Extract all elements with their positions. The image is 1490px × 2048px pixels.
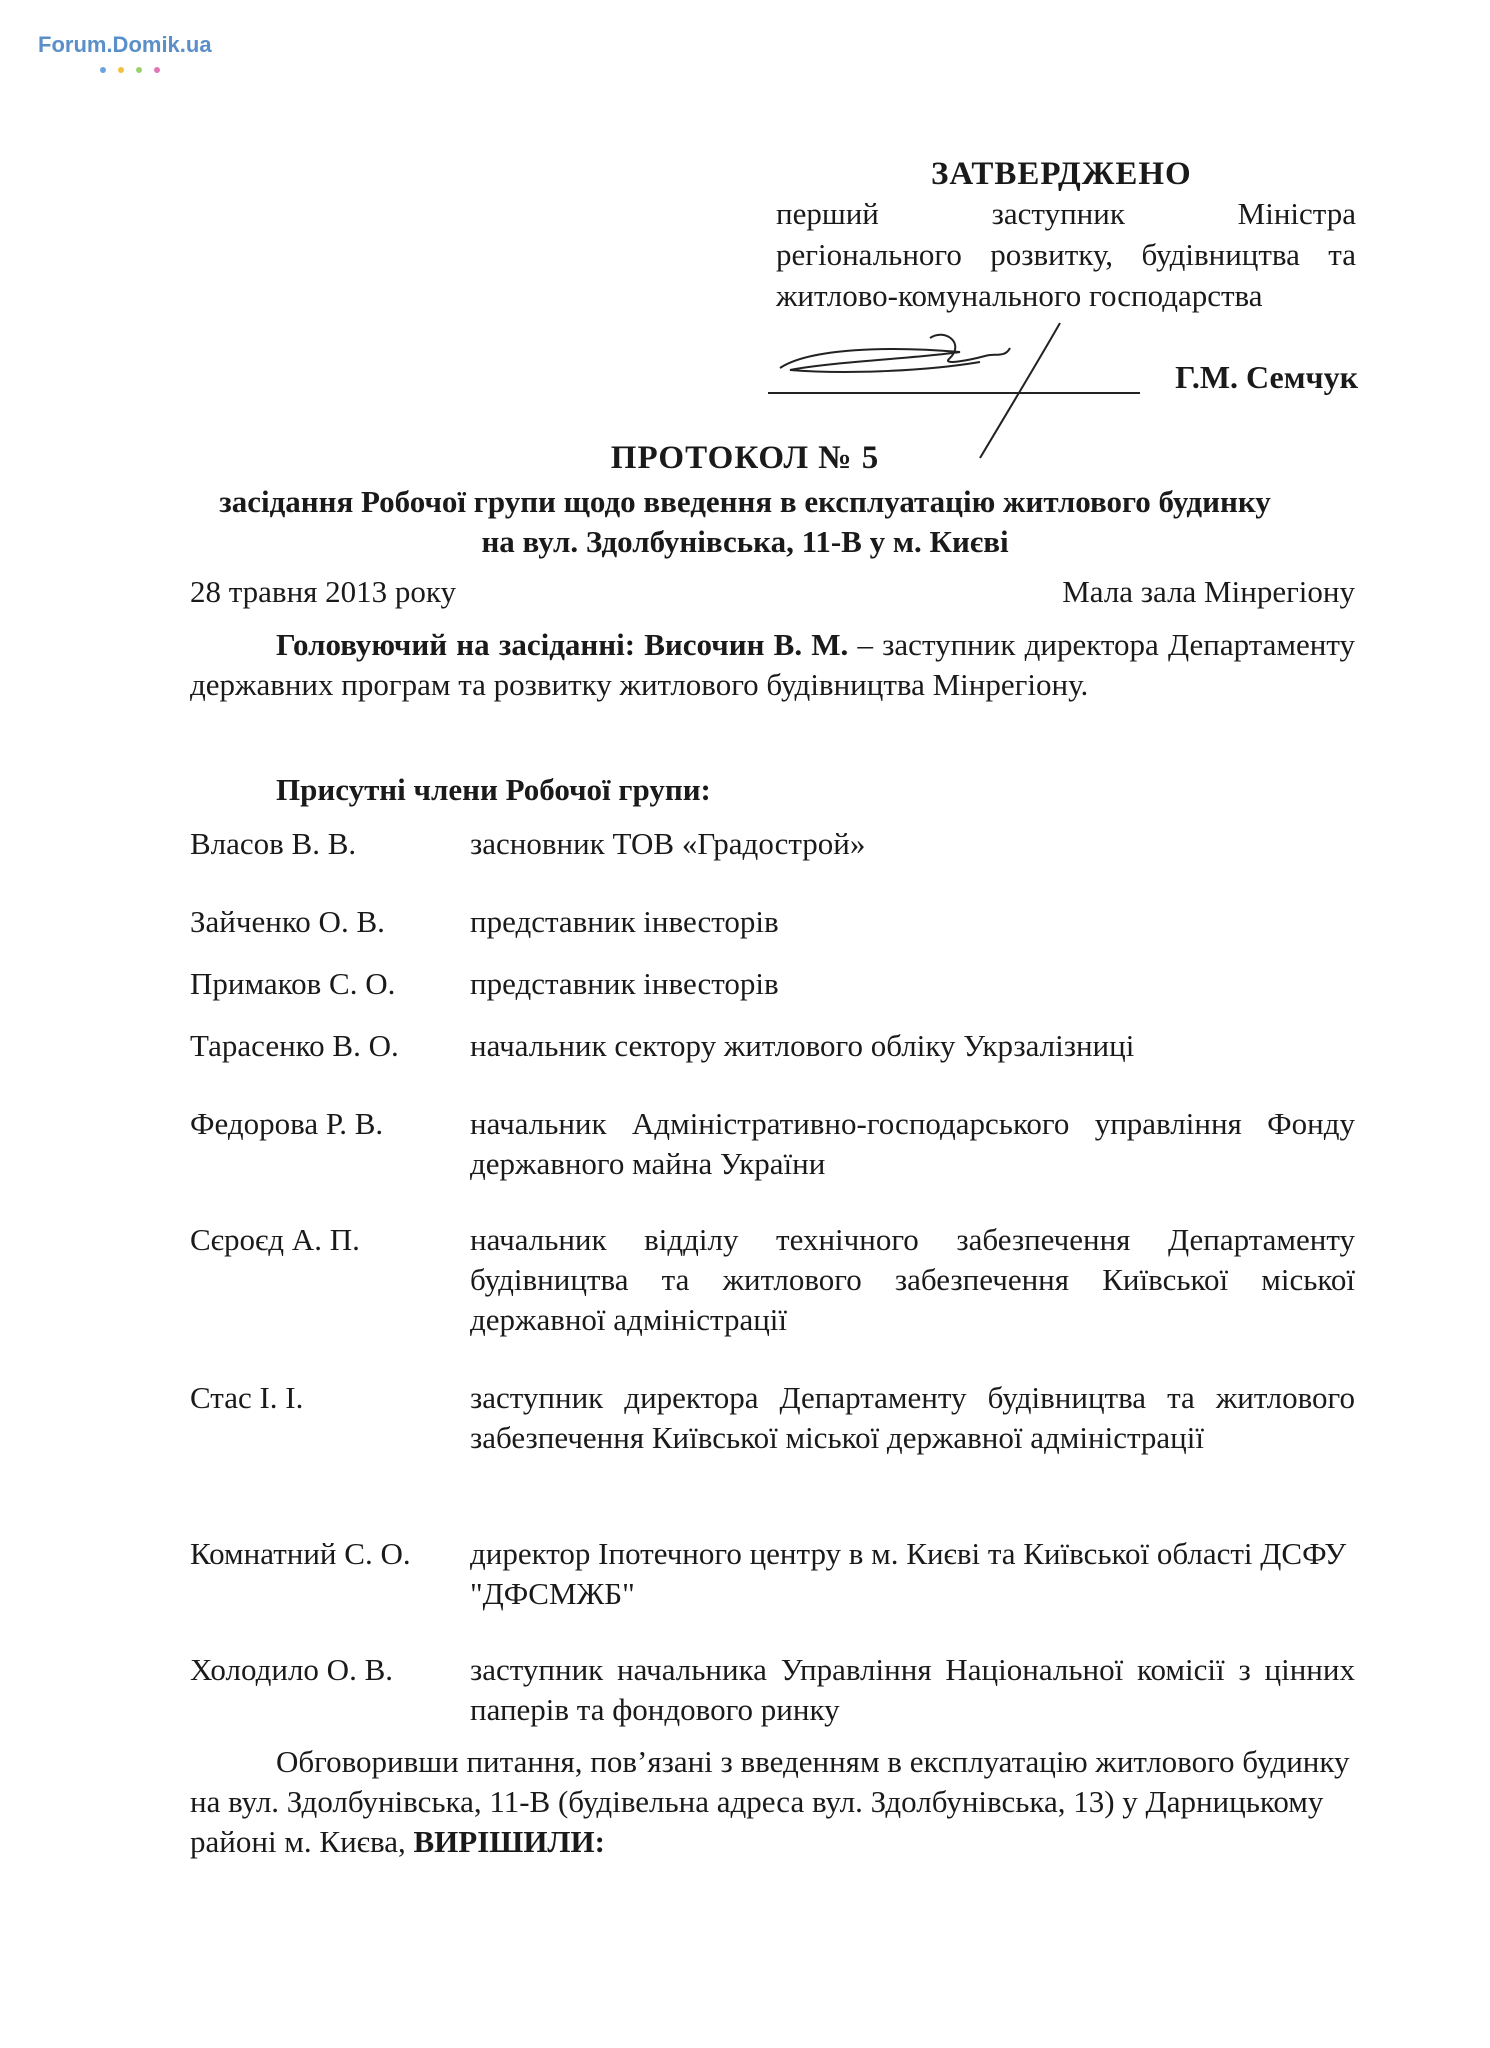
member-role: заступник директора Департаменту будівництва та житлового забезпечення Київської міської державної адміністрації: [470, 1380, 1355, 1455]
meeting-date: 28 травня 2013 року: [190, 574, 457, 609]
member-role: засновник ТОВ «Градострой»: [470, 826, 866, 861]
approval-line: перший заступник Міністра: [776, 196, 1356, 231]
approval-title: ЗАТВЕРДЖЕНО: [931, 156, 1192, 192]
member-name: Стас І. І.: [190, 1380, 304, 1415]
member-name: Сєроєд А. П.: [190, 1222, 360, 1257]
member-name: Холодило О. В.: [190, 1652, 393, 1687]
member-role: начальник Адміністративно-господарського управління Фонду державного майна України: [470, 1106, 1355, 1181]
member-role: заступник начальника Управління Національної комісії з цінних паперів та фондового ринку: [470, 1652, 1355, 1727]
conclusion-paragraph: [190, 1742, 1355, 1862]
approval-line: регіонального розвитку, будівництва та: [776, 237, 1356, 272]
member-role: начальник сектору житлового обліку Укрзалізниці: [470, 1028, 1135, 1063]
approval-block: [776, 156, 1356, 316]
member-name: Власов В. В.: [190, 826, 357, 861]
watermark-dot: [136, 67, 142, 73]
protocol-subtitle: засідання Робочої групи щодо введення в експлуатацію житлового будинку: [219, 484, 1271, 519]
member-name: Зайченко О. В.: [190, 904, 385, 939]
members-title: Присутні члени Робочої групи:: [276, 772, 711, 807]
signatory-name: Г.М. Семчук: [1175, 359, 1358, 395]
watermark-dot: [154, 67, 160, 73]
date-place-row: [190, 574, 1355, 610]
watermark-logo: Forum.Domik.ua: [38, 32, 212, 57]
member-name: Федорова Р. В.: [190, 1106, 384, 1141]
watermark-dots: [100, 60, 172, 78]
approval-line: житлово-комунального господарства: [776, 278, 1263, 313]
member-name: Тарасенко В. О.: [190, 1028, 399, 1063]
member-role: начальник відділу технічного забезпечення Департаменту будівництва та житлового забезпечення Київської міської державної адміністрації: [470, 1222, 1355, 1337]
chair-text: – заступник директора Департаменту державних програм та розвитку житлового будівництва Мінрегіону.: [190, 627, 1355, 702]
decision-label: ВИРІШИЛИ:: [413, 1824, 605, 1859]
chair-label: Головуючий на засіданні: Височин В. М.: [276, 627, 849, 662]
chair-paragraph: [190, 625, 1355, 705]
watermark-dot: [100, 67, 106, 73]
member-name: Примаков С. О.: [190, 966, 396, 1001]
signature-line: [768, 392, 1140, 394]
signature-row: [768, 356, 1358, 396]
member-name: Комнатний С. О.: [190, 1536, 411, 1571]
protocol-title: ПРОТОКОЛ № 5: [610, 440, 880, 476]
conclusion-text: Обговоривши питання, пов’язані з введенням в експлуатацію житлового будинку на вул. Здолбунівська, 11-В (будівельна адреса вул. Здолбунівська, 13) у Дарницькому районі м. Києва,: [190, 1744, 1350, 1859]
protocol-subtitle: на вул. Здолбунівська, 11-В у м. Києві: [481, 524, 1009, 559]
member-role: представник інвесторів: [470, 904, 779, 939]
member-role: представник інвесторів: [470, 966, 779, 1001]
watermark-dot: [118, 67, 124, 73]
meeting-place: Мала зала Мінрегіону: [1062, 574, 1355, 609]
member-role: директор Іпотечного центру в м. Києві та Київської області ДСФУ "ДФСМЖБ": [470, 1536, 1347, 1611]
